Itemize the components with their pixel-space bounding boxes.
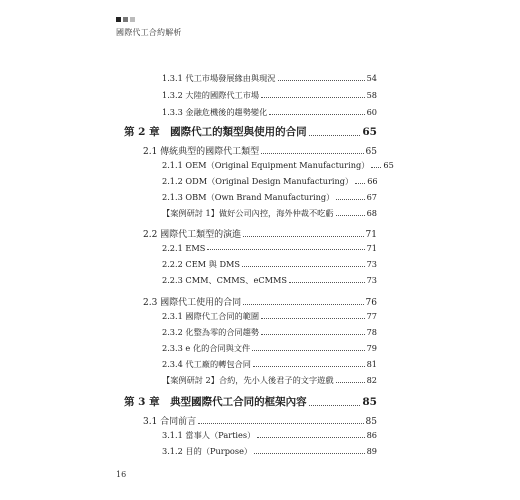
toc-entry[interactable] [124,124,377,139]
toc-leader-dots [254,452,364,454]
toc-entry[interactable] [162,192,377,203]
toc-entry-label: 【案例研討 1】做好公司內控，海外仲裁不吃虧 [162,208,334,218]
toc-entry[interactable] [143,144,377,157]
toc-entry-page: 85 [365,417,377,427]
toc-entry-page: 78 [366,327,377,337]
toc-entry[interactable] [162,311,377,322]
toc-leader-dots [257,436,364,438]
toc-entry-label: 3.1.2 目的（Purpose） [162,446,253,456]
toc-entry-label: 2.1.1 OEM（Original Equipment Manufacturing） [162,160,370,170]
toc-entry-label: 2.2.2 CEM 與 DMS [162,259,241,269]
toc-entry-page: 66 [367,176,378,186]
toc-leader-dots [198,422,363,424]
toc-entry[interactable] [162,446,377,457]
toc-leader-dots [261,152,363,154]
toc-entry-page: 65 [383,160,394,170]
toc-entry[interactable] [162,375,377,386]
toc-entry[interactable] [162,176,377,187]
toc-entry-label: 2.3.1 國際代工合同的範圍 [162,311,260,321]
toc-leader-dots [289,281,365,283]
toc-entry-label: 1.3.1 代工市場發展緣由與現況 [162,73,276,83]
toc-leader-dots [253,365,365,367]
toc-entry-label: 2.1 傳統典型的國際代工類型 [143,147,260,157]
toc-entry-page: 89 [366,446,377,456]
toc-entry[interactable] [162,430,377,441]
toc-entry-page: 86 [366,430,377,440]
toc-entry[interactable] [162,208,377,219]
toc-entry-page: 67 [366,192,377,202]
toc-entry[interactable] [162,343,377,354]
toc-leader-dots [309,134,361,136]
toc-leader-dots [336,381,365,383]
toc-leader-dots [371,166,381,168]
toc-entry-label: 2.3.4 代工廠的轉包合同 [162,359,251,369]
toc-entry[interactable] [162,73,377,84]
toc-leader-dots [261,333,364,335]
toc-entry-label: 2.1.3 OBM（Own Brand Manufacturing） [162,192,335,202]
toc-entry-page: 71 [366,243,377,253]
toc-entry-label: 2.1.2 ODM（Original Design Manufacturing） [162,176,354,186]
toc-entry-page: 79 [366,343,377,353]
toc-entry[interactable] [162,275,377,286]
toc-entry-label: 2.3.3 e 化的合同與文件 [162,343,251,353]
toc-leader-dots [336,214,365,216]
toc-entry[interactable] [143,295,377,308]
toc-entry-label: 1.3.3 金融危機後的趨勢變化 [162,107,268,117]
toc-entry-page: 65 [365,147,377,157]
toc-entry[interactable] [162,243,377,253]
toc-entry[interactable] [162,90,377,101]
toc-entry-page: 60 [366,107,377,117]
toc-leader-dots [243,235,363,237]
toc-leader-dots [252,349,364,351]
toc-entry-label: 3.1.1 當事人（Parties） [162,430,256,440]
toc-entry-page: 73 [366,259,377,269]
toc-entry-label: 1.3.2 大陸的國際代工市場 [162,90,260,100]
toc-entry[interactable] [143,227,377,240]
toc-leader-dots [243,303,363,305]
toc-leader-dots [261,96,364,98]
toc-entry[interactable] [162,327,377,338]
toc-leader-dots [261,317,364,319]
toc-leader-dots [355,182,365,184]
toc-entry-page: 76 [365,298,377,308]
toc-entry-label: 2.3.2 化整為零的合同趨勢 [162,327,260,337]
toc-leader-dots [336,198,364,200]
toc-entry-page: 81 [366,359,377,369]
toc-entry-page: 58 [366,90,377,100]
toc-entry-label: 【案例研討 2】合約，先小人後君子的文字遊戲 [162,375,334,385]
toc-entry-label: 2.2.3 CMM、CMMS、eCMMS [162,275,287,285]
toc-entry[interactable] [162,160,394,171]
toc-entry-page: 85 [362,396,377,408]
toc-leader-dots [278,79,365,81]
toc-entry-label: 2.2.1 EMS [162,243,206,253]
toc-leader-dots [242,265,365,267]
toc-entry-label: 第 2 章 國際代工的類型與使用的合同 [124,126,307,138]
toc-entry[interactable] [162,107,377,118]
toc-entry-label: 3.1 合同前言 [143,417,197,427]
toc-leader-dots [269,113,364,115]
toc-entry-page: 77 [366,311,377,321]
running-header-title: 國際代工合約解析 [116,28,182,37]
toc-entry[interactable] [162,359,377,370]
toc-entry-label: 2.2 國際代工類型的演進 [143,230,242,240]
toc-entry-page: 71 [365,230,377,240]
toc-leader-dots [309,404,361,406]
toc-entry-page: 65 [362,126,377,138]
toc-entry-label: 第 3 章 典型國際代工合同的框架內容 [124,396,307,408]
toc-leader-dots [207,248,364,250]
toc-entry-page: 68 [366,208,377,218]
toc-entry-page: 54 [366,73,377,83]
toc-entry-label: 2.3 國際代工使用的合同 [143,298,242,308]
toc-entry[interactable] [162,259,377,270]
toc-entry-page: 73 [366,275,377,285]
toc-entry[interactable] [143,414,377,427]
toc-entry[interactable] [124,394,377,409]
toc-entry-page: 82 [366,375,377,385]
page-number: 16 [116,470,127,479]
